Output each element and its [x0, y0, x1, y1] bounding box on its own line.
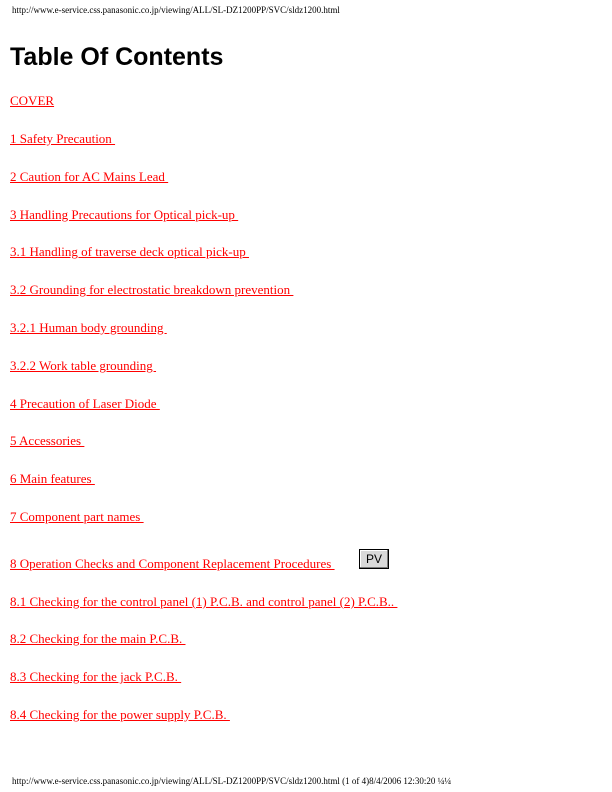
toc-link-8-4[interactable]: 8.4 Checking for the power supply P.C.B.: [10, 707, 230, 722]
toc-link-8-1[interactable]: 8.1 Checking for the control panel (1) P.C.B. and control panel (2) P.C.B..: [10, 594, 398, 609]
toc-link-7[interactable]: 7 Component part names: [10, 509, 144, 524]
toc-link-3-1[interactable]: 3.1 Handling of traverse deck optical pick-up: [10, 244, 249, 259]
toc-link-6[interactable]: 6 Main features: [10, 471, 95, 486]
toc-link-8-3[interactable]: 8.3 Checking for the jack P.C.B.: [10, 669, 182, 684]
toc-link-cover[interactable]: COVER: [10, 93, 55, 108]
pv-button[interactable]: PV: [359, 549, 389, 569]
toc-link-1[interactable]: 1 Safety Precaution: [10, 131, 116, 146]
page-title: Table Of Contents: [10, 43, 224, 71]
toc-link-3-2[interactable]: 3.2 Grounding for electrostatic breakdown prevention: [10, 282, 294, 297]
toc-link-2[interactable]: 2 Caution for AC Mains Lead: [10, 169, 169, 184]
toc-link-8[interactable]: 8 Operation Checks and Component Replacement Procedures: [10, 556, 335, 571]
toc-link-3[interactable]: 3 Handling Precautions for Optical pick-up: [10, 207, 239, 222]
toc-link-5[interactable]: 5 Accessories: [10, 433, 85, 448]
toc-link-4[interactable]: 4 Precaution of Laser Diode: [10, 396, 160, 411]
footer-url: http://www.e-service.css.panasonic.co.jp/viewing/ALL/SL-DZ1200PP/SVC/sldz1200.html (1 of 4)8/4/2006 12:30:20 ¼¼: [12, 776, 452, 786]
toc-link-3-2-2[interactable]: 3.2.2 Work table grounding: [10, 358, 157, 373]
toc-link-3-2-1[interactable]: 3.2.1 Human body grounding: [10, 320, 167, 335]
toc-link-8-2[interactable]: 8.2 Checking for the main P.C.B.: [10, 631, 186, 646]
header-url: http://www.e-service.css.panasonic.co.jp/viewing/ALL/SL-DZ1200PP/SVC/sldz1200.html: [12, 5, 340, 15]
